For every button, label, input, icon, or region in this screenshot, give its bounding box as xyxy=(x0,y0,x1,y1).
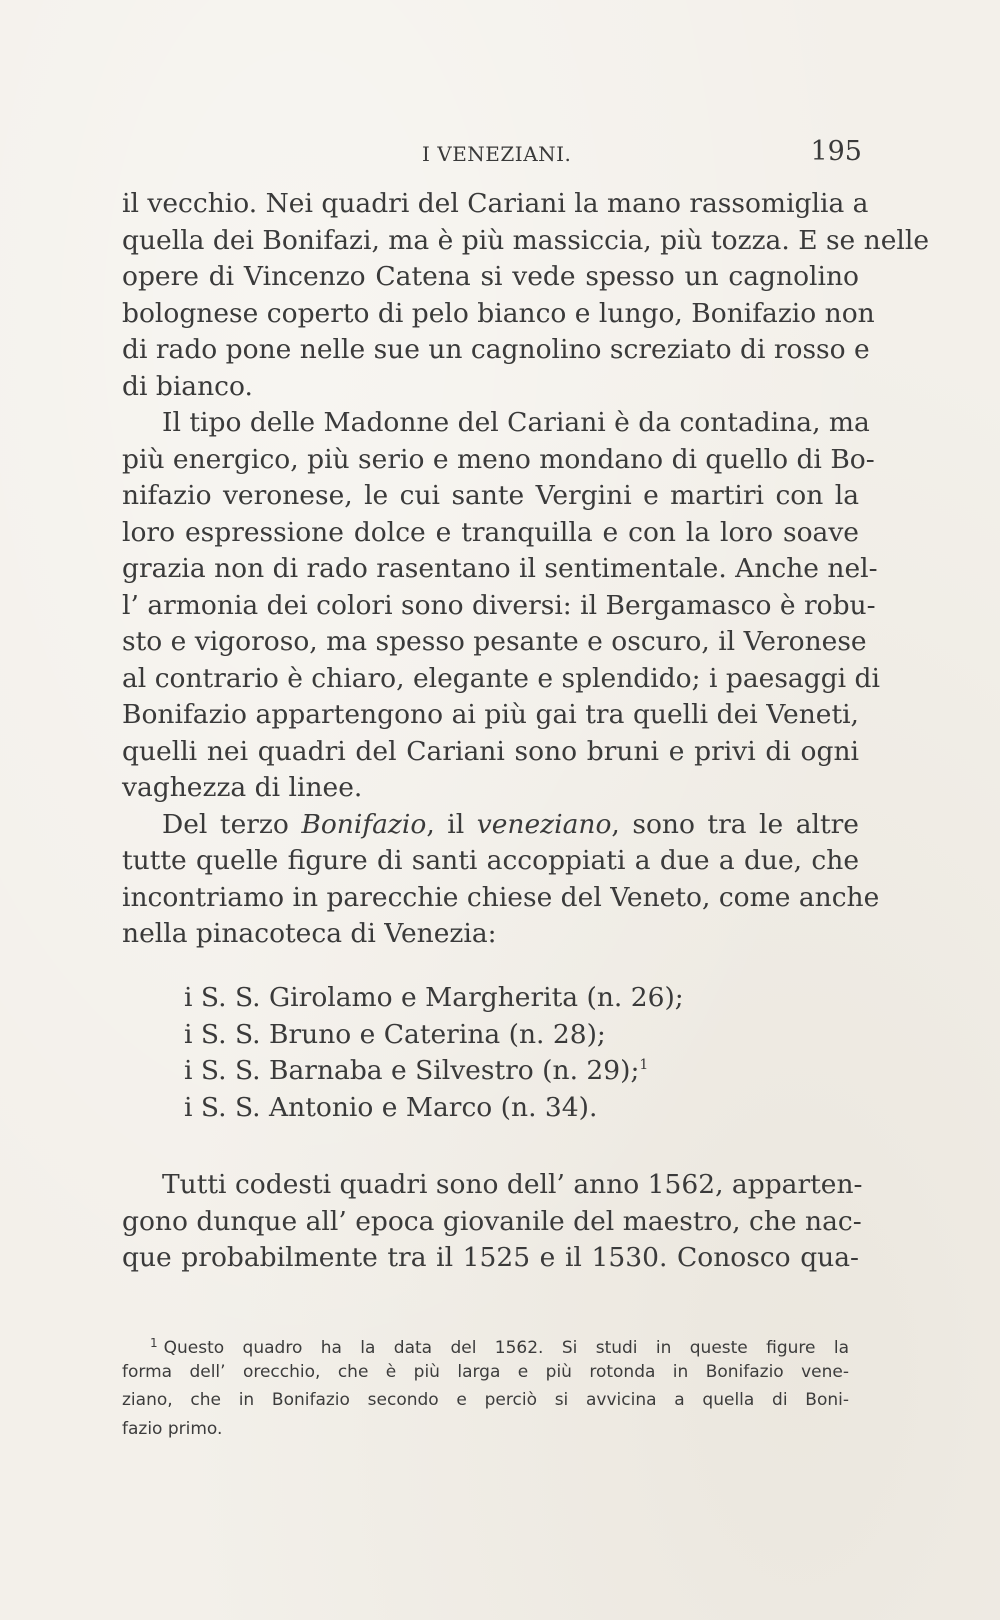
text-segment: , sono tra le altre xyxy=(611,808,859,840)
text-line: il vecchio. Nei quadri del Cariani la mano rassomiglia a xyxy=(122,188,869,219)
footnote-text: Questo quadro ha la data del 1562. Si studi in queste figure la xyxy=(163,1338,849,1358)
text-segment: , il xyxy=(426,808,477,840)
text-line: l’ armonia dei colori sono diversi: il Bergamasco è robu- xyxy=(122,589,876,621)
text-line: nella pinacoteca di Venezia: xyxy=(122,918,497,949)
footnote-line xyxy=(122,1329,849,1358)
text-line: vaghezza di linee. xyxy=(122,772,363,803)
running-title: I VENEZIANI. xyxy=(422,142,572,166)
text-line: di bianco. xyxy=(122,370,253,402)
text-line: di rado pone nelle sue un cagnolino screziato di rosso e xyxy=(122,334,870,365)
page-number: 195 xyxy=(810,136,862,167)
italic-epithet: veneziano xyxy=(476,808,612,840)
text-line: que probabilmente tra il 1525 e il 1530. Conosco qua- xyxy=(122,1242,859,1273)
text-line: grazia non di rado rasentano il sentimentale. Anche nel- xyxy=(122,553,878,584)
paragraph-start: Il tipo delle Madonne del Cariani è da contadina, ma xyxy=(162,407,870,438)
text-line: al contrario è chiaro, elegante e splendido; i paesaggi di xyxy=(122,662,880,694)
text-line: Bonifazio appartengono ai più gai tra quelli dei Veneti, xyxy=(122,699,859,730)
text-line: più energico, più serio e meno mondano di quello di Bo- xyxy=(122,443,875,475)
footnote xyxy=(122,1329,849,1443)
footnote-mark: 1 xyxy=(150,1336,158,1350)
footnote-line: forma dell’ orecchio, che è più larga e più rotonda in Bonifazio vene- xyxy=(122,1361,849,1382)
text-line: sto e vigoroso, ma spesso pesante e oscuro, il Veronese xyxy=(122,626,867,657)
main-text xyxy=(122,186,930,953)
text-line: gono dunque all’ epoca giovanile del maestro, che nac- xyxy=(122,1205,862,1237)
text-line: tutte quelle figure di santi accoppiati a due a due, che xyxy=(122,845,859,876)
list-item: i S. S. Girolamo e Margherita (n. 26); xyxy=(184,982,684,1013)
footnote-line: ziano, che in Bonifazio secondo e perciò si avvicina a quella di Boni- xyxy=(122,1390,849,1410)
text-line: incontriamo in parecchie chiese del Veneto, come anche xyxy=(122,881,880,913)
text-line: Tutti codesti quadri sono dell’ anno 1562, apparten- xyxy=(162,1169,863,1200)
list-item-text: i S. S. Barnaba e Silvestro (n. 29); xyxy=(184,1055,640,1086)
text-line: opere di Vincenzo Catena si vede spesso un cagnolino xyxy=(122,261,859,292)
painting-list xyxy=(184,980,684,1126)
footnote-reference[interactable]: 1 xyxy=(639,1057,649,1073)
text-line: quelli nei quadri del Cariani sono bruni e privi di ogni xyxy=(122,735,859,767)
closing-paragraph xyxy=(122,1167,863,1277)
running-head xyxy=(122,136,862,172)
text-line: quella dei Bonifazi, ma è più massiccia, più tozza. E se nelle xyxy=(122,224,930,256)
paragraph-start xyxy=(122,807,859,844)
text-line: loro espressione dolce e tranquilla e con la loro soave xyxy=(122,516,859,548)
list-item: i S. S. Antonio e Marco (n. 34). xyxy=(184,1091,598,1123)
text-line: bolognese coperto di pelo bianco e lungo, Bonifazio non xyxy=(122,297,875,329)
footnote-line: fazio primo. xyxy=(122,1418,223,1439)
text-line: nifazio veronese, le cui sante Vergini e martiri con la xyxy=(122,480,859,511)
text-segment: Del terzo xyxy=(162,808,302,840)
list-item: i S. S. Bruno e Caterina (n. 28); xyxy=(184,1018,606,1050)
italic-name: Bonifazio xyxy=(301,808,427,840)
list-item xyxy=(184,1053,684,1090)
